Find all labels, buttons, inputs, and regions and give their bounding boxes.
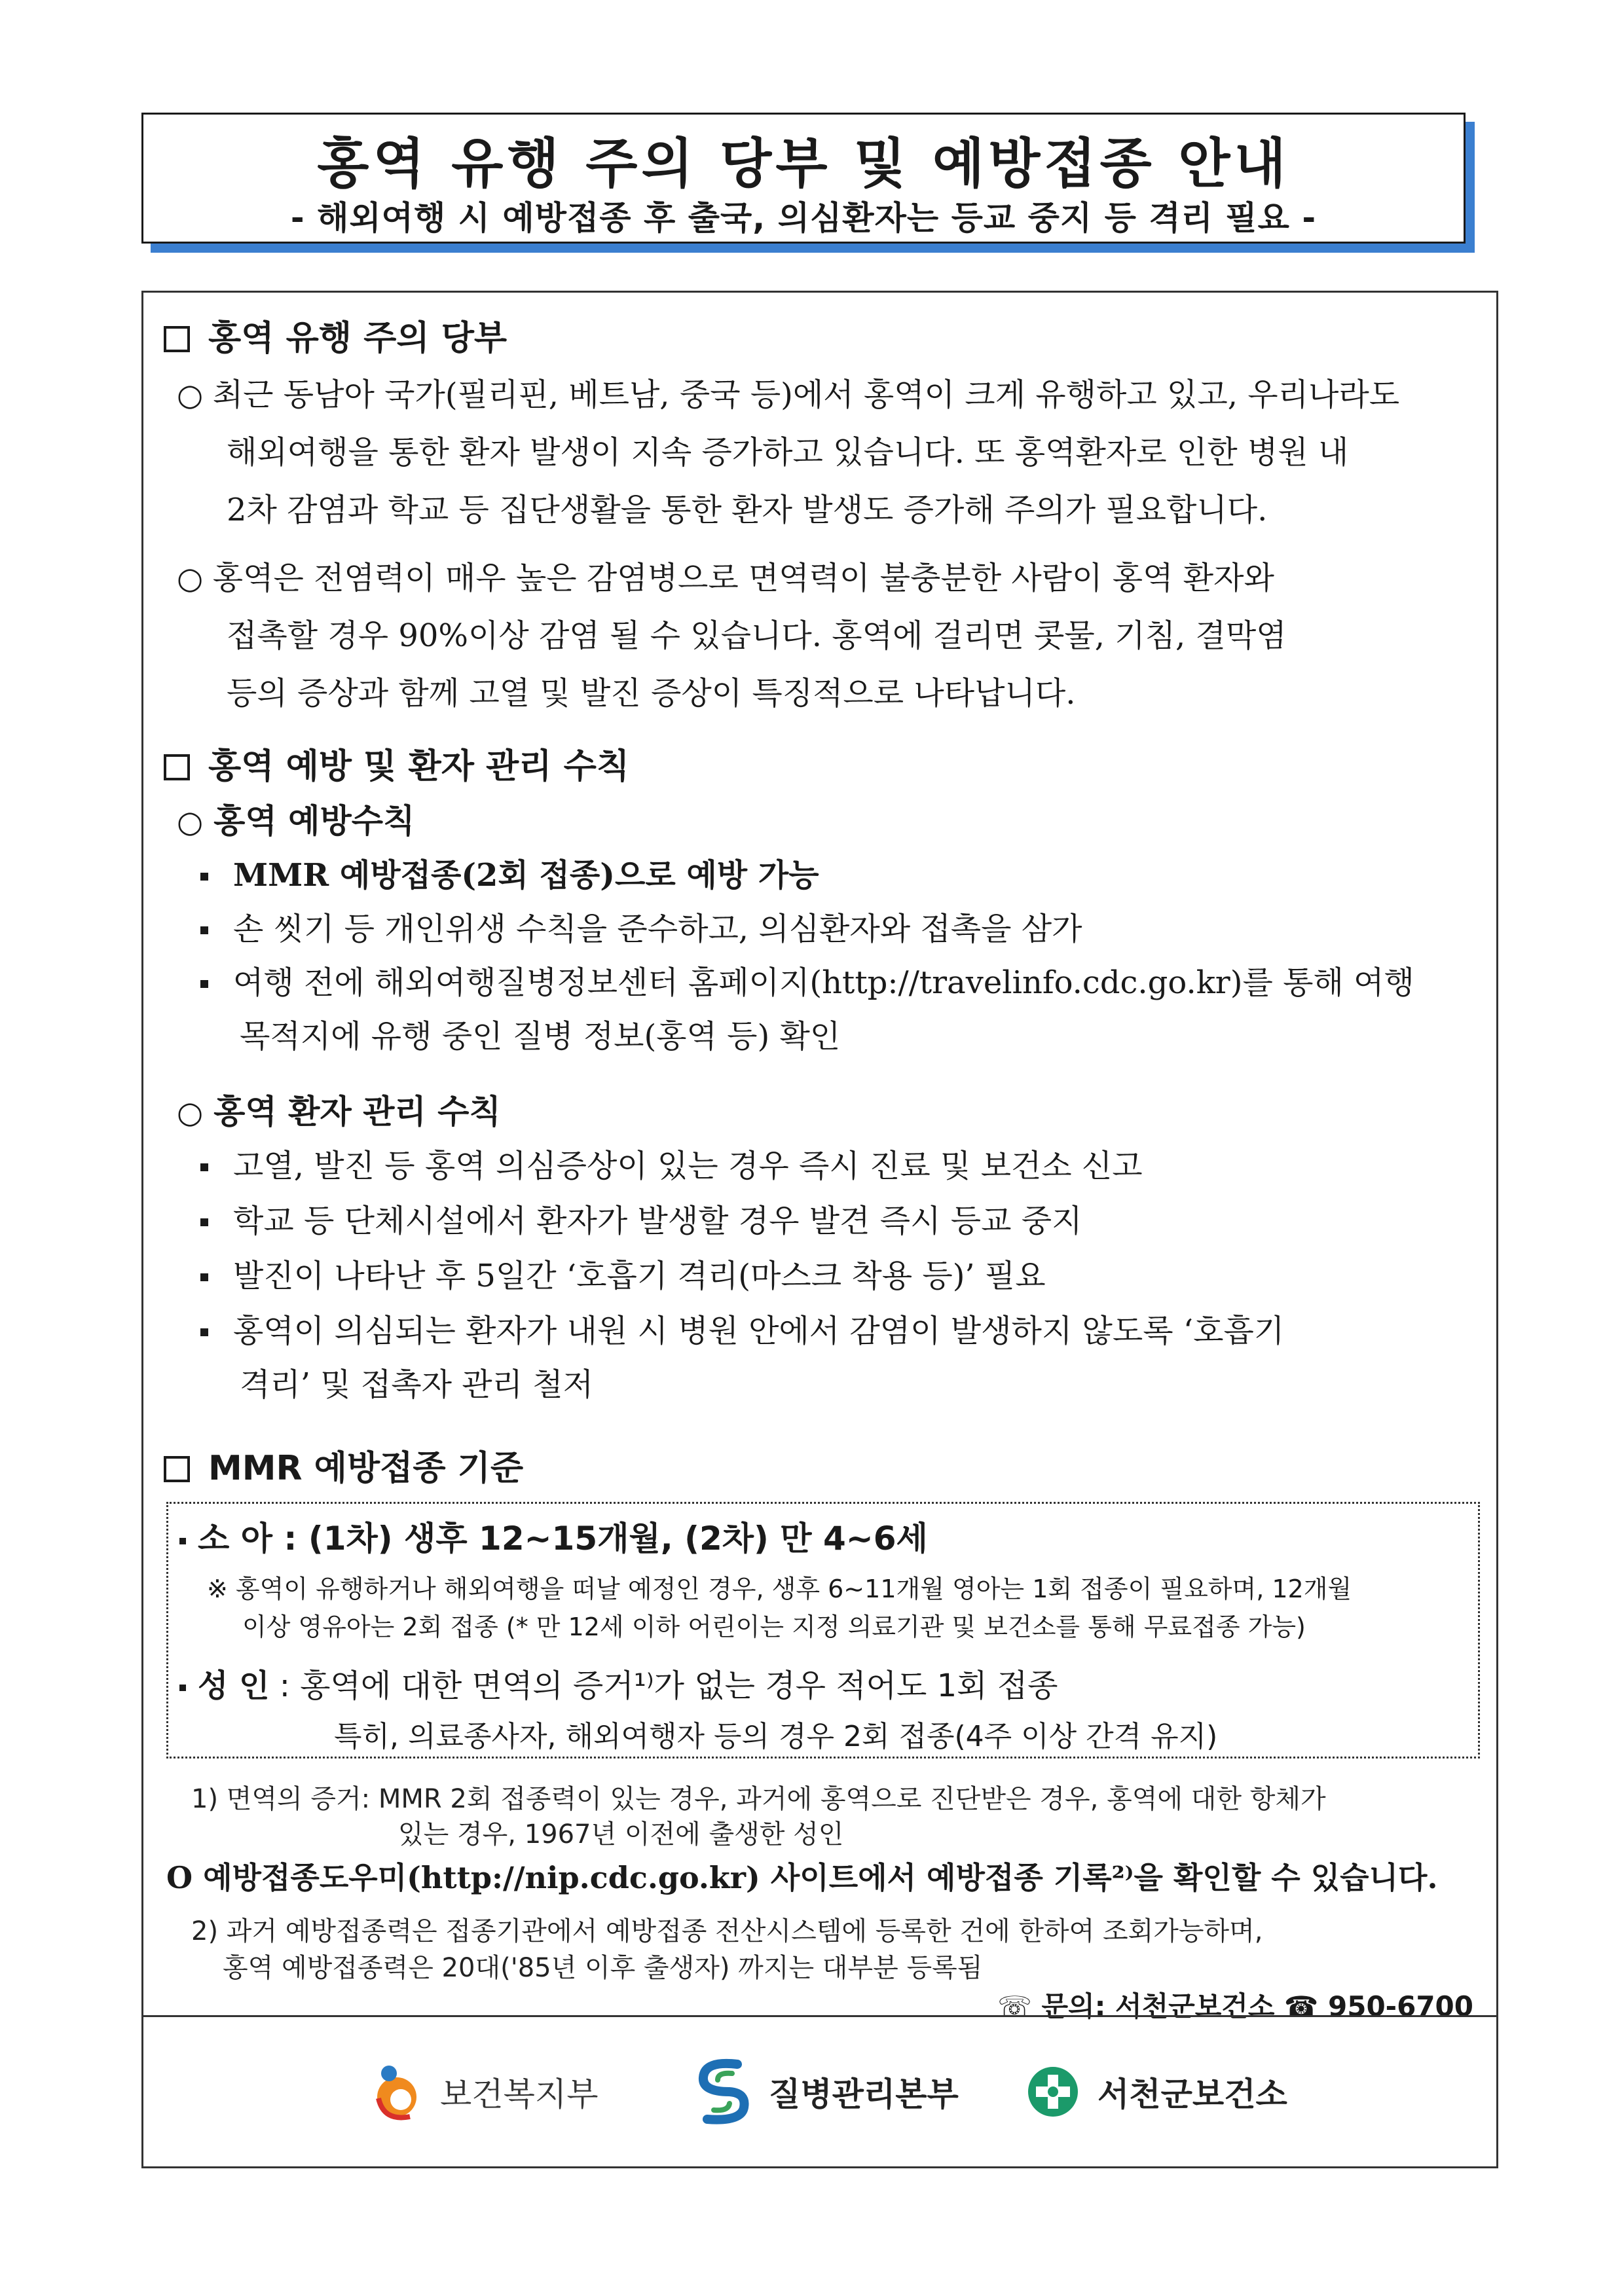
list-item-text: 고열, 발진 등 홍역 의심증상이 있는 경우 즉시 진료 및 보건소 신고 bbox=[233, 1148, 1143, 1184]
footnote-1-line: 있는 경우, 1967년 이전에 출생한 성인 bbox=[398, 1819, 844, 1850]
seocheon-logo-text: 서천군보건소 bbox=[1098, 2075, 1287, 2113]
circle-bullet-icon: ○ bbox=[177, 377, 213, 412]
square-bullet-icon bbox=[179, 1538, 186, 1544]
child-note-line: ※ 홍역이 유행하거나 해외여행을 떠날 예정인 경우, 생후 6~11개월 영아는 1회 접종이 필요하며, 12개월 bbox=[207, 1575, 1352, 1603]
title-box bbox=[141, 113, 1466, 244]
square-bullet-icon bbox=[200, 980, 208, 988]
paragraph-line: 접촉할 경우 90%이상 감염 될 수 있습니다. 홍역에 걸리면 콧물, 기침, 결막염 bbox=[227, 617, 1287, 654]
paragraph-line bbox=[177, 369, 1399, 414]
square-bullet-icon bbox=[200, 1273, 208, 1281]
list-item-continuation: 격리’ 및 접촉자 관리 철저 bbox=[240, 1366, 593, 1403]
footnote-2-line: 홍역 예방접종력은 20대('85년 이후 출생자) 까지는 대부분 등록됨 bbox=[223, 1953, 983, 1983]
paragraph-line: 등의 증상과 함께 고열 및 발진 증상이 특징적으로 나타납니다. bbox=[227, 675, 1076, 712]
adult-schedule-row bbox=[179, 1660, 1058, 1705]
vaccination-record-notice: O 예방접종도우미(http://nip.cdc.go.kr) 사이트에서 예방접종 기록²⁾을 확인할 수 있습니다. bbox=[166, 1860, 1438, 1895]
section-heading-text: MMR 예방접종 기준 bbox=[208, 1449, 524, 1488]
paragraph-line: 2차 감염과 학교 등 집단생활을 통한 환자 발생도 증가해 주의가 필요합니다. bbox=[227, 492, 1268, 528]
list-item-text: 학교 등 단체시설에서 환자가 발생할 경우 발견 즉시 등교 중지 bbox=[233, 1203, 1082, 1239]
list-item bbox=[200, 1305, 1284, 1351]
mohw-logo-text: 보건복지부 bbox=[440, 2075, 599, 2113]
child-note-line: 이상 영유아는 2회 접종 (* 만 12세 이하 어린이는 지정 의료기관 및 보건소를 통해 무료접종 가능) bbox=[242, 1613, 1306, 1641]
subheading-text: 홍역 예방수칙 bbox=[213, 801, 415, 840]
list-item-continuation: 목적지에 유행 중인 질병 정보(홍역 등) 확인 bbox=[240, 1018, 841, 1055]
kcdc-logo bbox=[692, 2056, 959, 2128]
list-item-text: 여행 전에 해외여행질병정보센터 홈페이지(http://travelinfo.cdc.go.kr)를 통해 여행 bbox=[233, 964, 1414, 1001]
contact-info: ☏ 문의: 서천군보건소 ☎ 950-6700 bbox=[997, 1990, 1473, 2022]
square-bullet-icon bbox=[179, 1685, 186, 1691]
list-item-text: 손 씻기 등 개인위생 수칙을 준수하고, 의심환자와 접촉을 삼가 bbox=[233, 911, 1082, 947]
page-subtitle: - 해외여행 시 예방접종 후 출국, 의심환자는 등교 중지 등 격리 필요 - bbox=[290, 199, 1317, 237]
list-item bbox=[200, 1250, 1046, 1296]
mohw-logo bbox=[369, 2056, 599, 2128]
circle-bullet-icon: ○ bbox=[177, 804, 214, 839]
kcdc-logo-text: 질병관리본부 bbox=[769, 2075, 959, 2113]
paragraph-line: 해외여행을 통한 환자 발생이 지속 증가하고 있습니다. 또 홍역환자로 인한 병원 내 bbox=[227, 434, 1349, 471]
square-bullet-icon bbox=[200, 873, 208, 881]
list-item-text: MMR 예방접종(2회 접종)으로 예방 가능 bbox=[233, 857, 819, 894]
section-heading-prevention bbox=[164, 738, 629, 788]
bottom-divider bbox=[141, 2015, 1498, 2017]
footnote-1-line: 1) 면역의 증거: MMR 2회 접종력이 있는 경우, 과거에 홍역으로 진단받은 경우, 홍역에 대한 항체가 bbox=[191, 1784, 1326, 1814]
child-schedule-row bbox=[179, 1512, 928, 1559]
list-item bbox=[200, 850, 819, 895]
section-heading-text: 홍역 유행 주의 당부 bbox=[208, 319, 507, 358]
subheading-patient-management bbox=[177, 1085, 501, 1133]
square-bullet-icon bbox=[200, 1163, 208, 1171]
mohw-logo-icon bbox=[369, 2059, 424, 2124]
paragraph-line bbox=[177, 553, 1274, 598]
health-center-cross-icon bbox=[1025, 2064, 1080, 2119]
adult-schedule-line: 특히, 의료종사자, 해외여행자 등의 경우 2회 접종(4주 이상 간격 유지) bbox=[334, 1720, 1218, 1753]
circle-bullet-icon: ○ bbox=[177, 1095, 214, 1130]
section-heading-measles-warning bbox=[164, 310, 507, 359]
section-heading-text: 홍역 예방 및 환자 관리 수칙 bbox=[208, 747, 630, 786]
child-label: 소 아 : bbox=[198, 1520, 297, 1558]
square-bullet-icon bbox=[200, 1328, 208, 1336]
circle-bullet-icon: ○ bbox=[177, 560, 213, 596]
paragraph-text: 홍역은 전염력이 매우 높은 감염병으로 면역력이 불충분한 사람이 홍역 환자와 bbox=[212, 560, 1274, 596]
checkbox-square-icon bbox=[164, 754, 190, 780]
list-item bbox=[200, 1140, 1143, 1186]
seocheon-logo bbox=[1025, 2056, 1287, 2128]
child-schedule-text: (1차) 생후 12~15개월, (2차) 만 4~6세 bbox=[308, 1520, 928, 1558]
subheading-prevention-rules bbox=[177, 795, 415, 842]
subheading-text: 홍역 환자 관리 수칙 bbox=[213, 1092, 501, 1131]
checkbox-square-icon bbox=[164, 1456, 190, 1482]
page-title: 홍역 유행 주의 당부 및 예방접종 안내 bbox=[317, 133, 1290, 195]
list-item bbox=[200, 957, 1414, 1002]
adult-label: 성 인 bbox=[198, 1667, 270, 1704]
paragraph-text: 최근 동남아 국가(필리핀, 베트남, 중국 등)에서 홍역이 크게 유행하고 있고, 우리나라도 bbox=[212, 376, 1400, 413]
adult-schedule-text: : 홍역에 대한 면역의 증거¹⁾가 없는 경우 적어도 1회 접종 bbox=[279, 1667, 1058, 1704]
footnote-2-line: 2) 과거 예방접종력은 접종기관에서 예방접종 전산시스템에 등록한 건에 한하여 조회가능하며, bbox=[191, 1916, 1263, 1946]
checkbox-square-icon bbox=[164, 326, 190, 352]
square-bullet-icon bbox=[200, 1218, 208, 1226]
list-item-text: 홍역이 의심되는 환자가 내원 시 병원 안에서 감염이 발생하지 않도록 ‘호흡기 bbox=[233, 1313, 1285, 1349]
list-item bbox=[200, 903, 1082, 949]
kcdc-logo-icon bbox=[692, 2058, 754, 2126]
list-item-text: 발진이 나타난 후 5일간 ‘호흡기 격리(마스크 착용 등)’ 필요 bbox=[233, 1258, 1046, 1294]
square-bullet-icon bbox=[200, 926, 208, 934]
section-heading-mmr-criteria bbox=[164, 1440, 523, 1489]
list-item bbox=[200, 1195, 1082, 1241]
